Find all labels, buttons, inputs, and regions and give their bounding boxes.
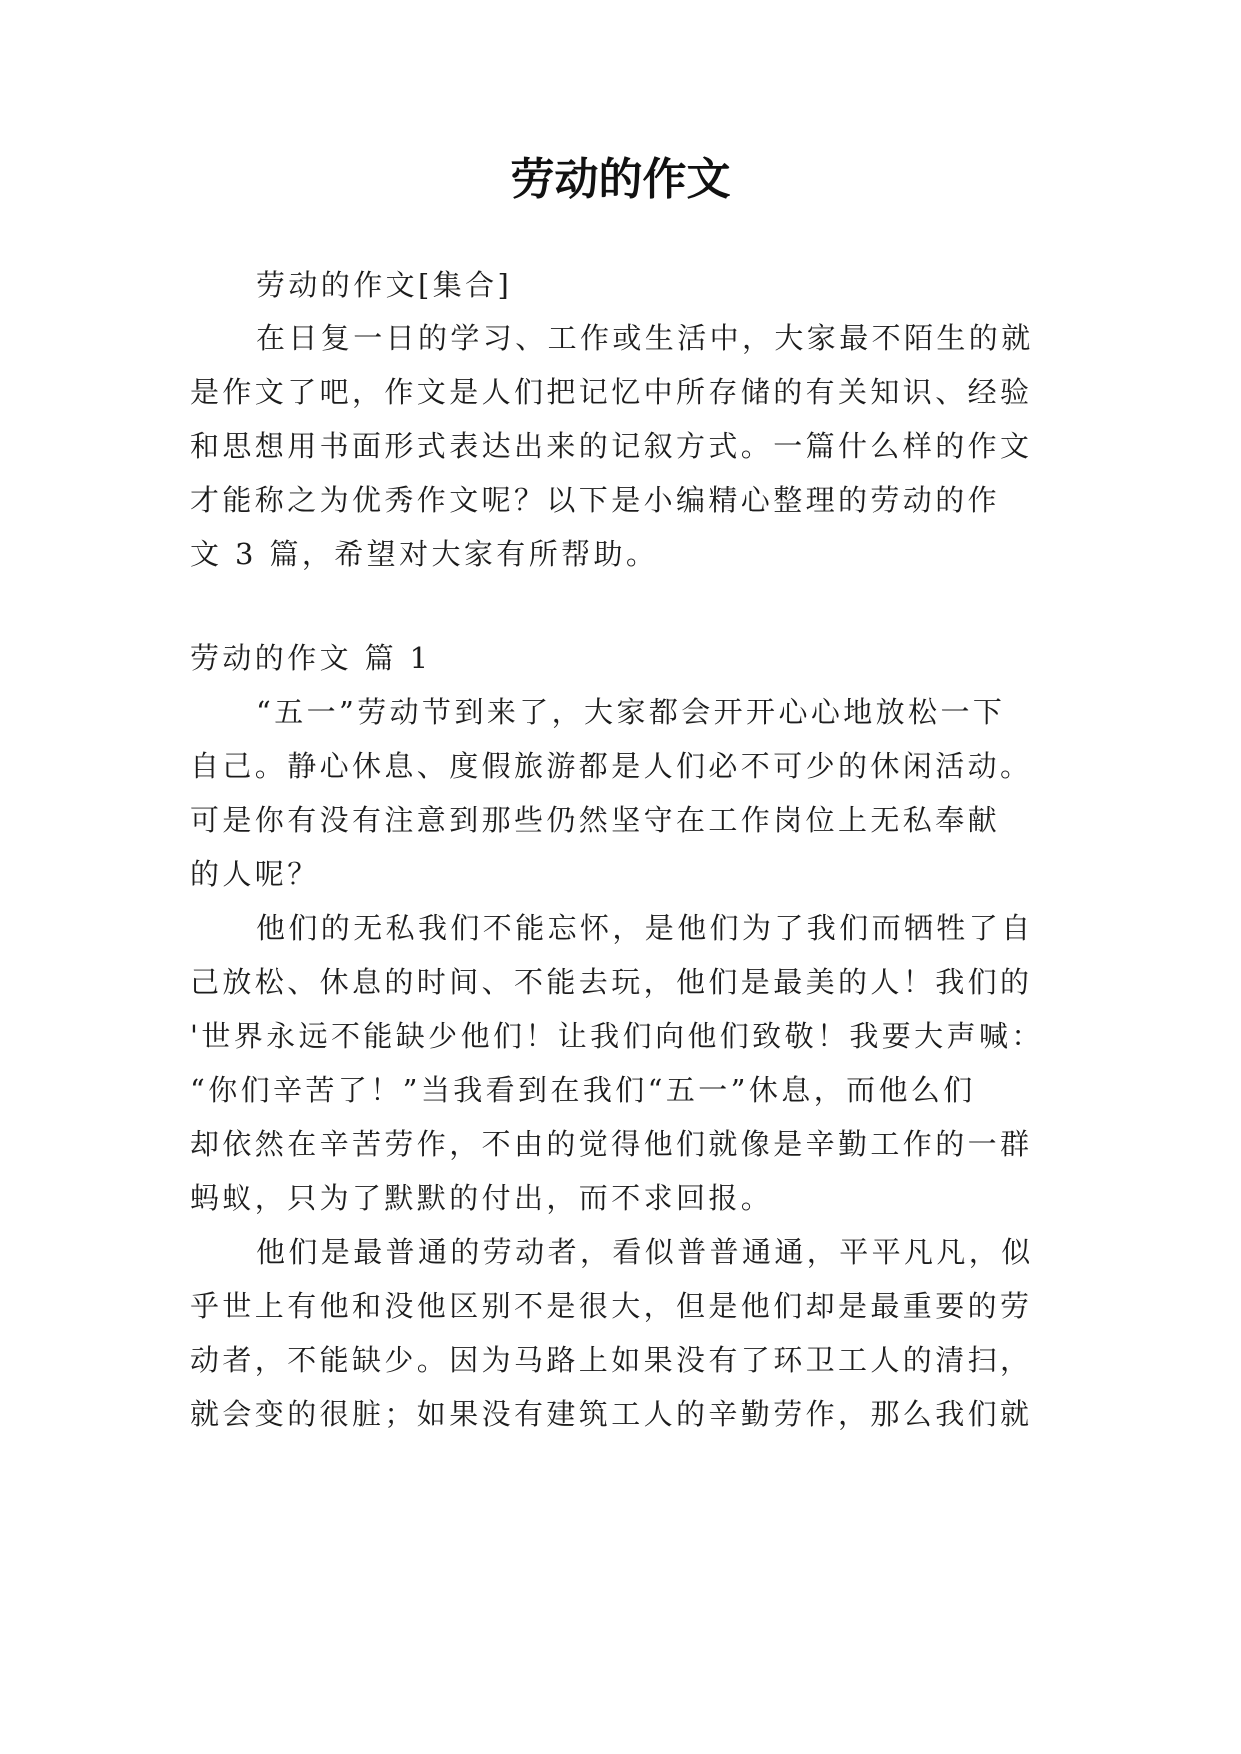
para2-line-6: 蚂蚁，只为了默默的付出，而不求回报。 <box>190 1181 774 1215</box>
para1-line-2: 自己。静心休息、度假旅游都是人们必不可少的休闲活动。 <box>190 749 1033 783</box>
para3-line-3: 动者，不能缺少。因为马路上如果没有了环卫工人的清扫， <box>190 1343 1033 1377</box>
para2-line-4: “你们辛苦了！”当我看到在我们“五一”休息，而他么们 <box>190 1073 976 1107</box>
intro-line-1: 在日复一日的学习、工作或生活中，大家最不陌生的就 <box>256 321 1034 355</box>
para1-line-3: 可是你有没有注意到那些仍然坚守在工作岗位上无私奉献 <box>190 803 1001 837</box>
intro-line-3: 和思想用书面形式表达出来的记叙方式。一篇什么样的作文 <box>190 429 1033 463</box>
para3-line-2: 乎世上有他和没他区别不是很大，但是他们却是最重要的劳 <box>190 1289 1033 1323</box>
document-title: 劳动的作文 <box>510 154 731 205</box>
intro-heading: 劳动的作文[集合] <box>256 268 513 302</box>
intro-line-5: 文 3 篇，希望对大家有所帮助。 <box>190 537 659 571</box>
para1-line-1: “五一”劳动节到来了，大家都会开开心心地放松一下 <box>256 695 1006 729</box>
para1-line-4: 的人呢？ <box>190 857 320 891</box>
para2-line-5: 却依然在辛苦劳作，不由的觉得他们就像是辛勤工作的一群 <box>190 1127 1033 1161</box>
intro-line-2: 是作文了吧，作文是人们把记忆中所存储的有关知识、经验 <box>190 375 1033 409</box>
intro-line-4: 才能称之为优秀作文呢？以下是小编精心整理的劳动的作 <box>190 483 1001 517</box>
para2-line-3: '世界永远不能缺少他们！让我们向他们致敬！我要大声喊： <box>190 1019 1044 1053</box>
para3-line-1: 他们是最普通的劳动者，看似普普通通，平平凡凡，似 <box>256 1235 1034 1269</box>
para2-line-2: 己放松、休息的时间、不能去玩，他们是最美的人！我们的 <box>190 965 1033 999</box>
para2-line-1: 他们的无私我们不能忘怀，是他们为了我们而牺牲了自 <box>256 911 1034 945</box>
section-heading: 劳动的作文 篇 1 <box>190 641 432 675</box>
para3-line-4: 就会变的很脏；如果没有建筑工人的辛勤劳作，那么我们就 <box>190 1397 1033 1431</box>
